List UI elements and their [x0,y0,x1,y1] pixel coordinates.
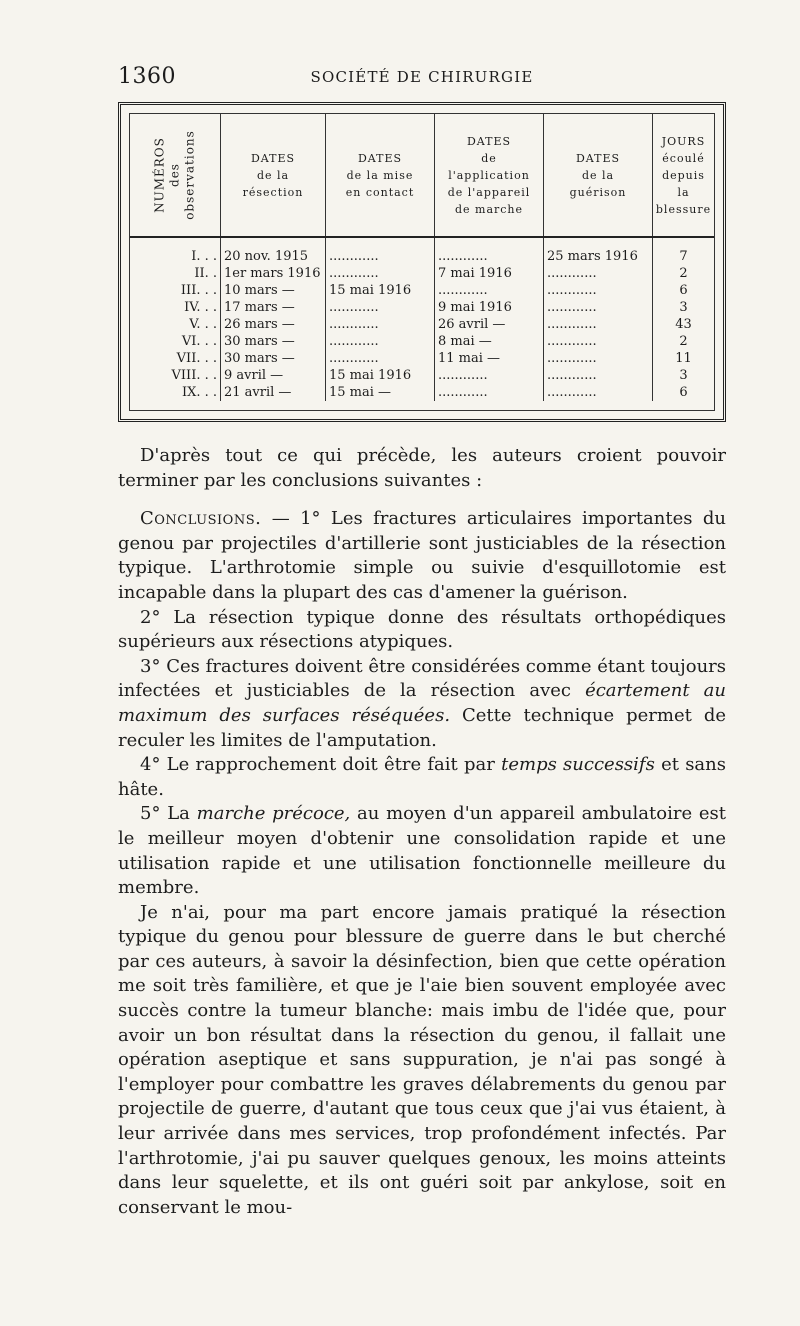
conclusion-4-text: 4° Le rapprochement doit être fait par [140,754,502,776]
conclusion-5-emphasis: marche précoce, [196,803,351,825]
cell-contact: 15 mai 1916 [326,282,435,299]
cell-num: VIII. . . [130,367,221,384]
paragraph-conclusion-4 [118,753,726,802]
conclusion-4-emphasis: temps successifs [501,754,655,776]
col-header-line: de la [581,168,615,182]
cell-jours: 43 [675,317,692,332]
cell-resection: 26 mars — [221,316,326,333]
conclusion-5-text-end: au moyen d'un appareil ambulatoire est le meilleur moyen d'obtenir une consolidation rapide et une utilisation rapide et une utilisation fonctionnelle meilleure du membre. [118,803,726,899]
table-row [130,265,714,282]
conclusion-5-text: 5° La [140,803,197,825]
table-row [130,316,714,333]
observations-table [130,114,714,401]
cell-guerison: ............ [544,350,653,367]
col-header-line: résection [242,185,304,199]
col-header-line: DATES [357,151,403,165]
cell-guerison: ............ [544,282,653,299]
cell-jours: 6 [679,283,688,298]
table-header-row [130,114,714,237]
col-header-line: de marche [454,202,524,216]
cell-resection: 9 avril — [221,367,326,384]
cell-num: II. . [130,265,221,282]
col-header-contact [326,114,435,237]
col-header-line: DATES [575,151,621,165]
table-row [130,248,714,265]
cell-appareil: ............ [435,367,544,384]
col-header-appareil [435,114,544,237]
observations-table-frame [118,102,726,422]
cell-jours: 2 [679,334,688,349]
table-row [130,350,714,367]
cell-guerison: 25 mars 1916 [544,248,653,265]
conclusion-1-text: — 1° Les fractures articulaires importantes du genou par projectiles d'artillerie sont justiciables de la résection typique. L'arthrotomie simple ou suivie d'esquillotomie est incapable dans la plupart des cas d'amener la guérison. [118,508,726,603]
col-header-line: des [167,163,182,187]
cell-num: IV. . . [130,299,221,316]
cell-resection: 17 mars — [221,299,326,316]
body-text [118,444,726,1220]
cell-num: III. . . [130,282,221,299]
cell-guerison: ............ [544,265,653,282]
cell-guerison: ............ [544,333,653,350]
cell-guerison: ............ [544,367,653,384]
cell-appareil: ............ [435,384,544,401]
col-header-line: JOURS [661,134,706,148]
col-header-guerison [544,114,653,237]
cell-resection: 30 mars — [221,350,326,367]
cell-contact: ............ [326,316,435,333]
cell-appareil: ............ [435,248,544,265]
cell-jours: 3 [679,368,688,383]
cell-jours: 6 [679,385,688,400]
cell-resection: 20 nov. 1915 [221,248,326,265]
cell-contact: ............ [326,265,435,282]
cell-guerison: ............ [544,384,653,401]
conclusions-label: Conclusions. [140,508,262,530]
page-number: 1360 [118,64,176,89]
col-header-line: l'application [448,168,530,182]
col-header-line: depuis [662,168,705,182]
cell-num: V. . . [130,316,221,333]
cell-jours: 7 [679,249,688,264]
paragraph-conclusion-3 [118,655,726,753]
col-header-line: de la mise [346,168,414,182]
cell-appareil: 8 mai — [435,333,544,350]
table-row [130,384,714,401]
conclusion-3-text-end: Cette technique permet de reculer les limites de l'amputation. [118,704,726,751]
table-row [130,299,714,316]
cell-num: IX. . . [130,384,221,401]
cell-contact: 15 mai — [326,384,435,401]
col-header-line: DATES [250,151,296,165]
cell-appareil: 7 mai 1916 [435,265,544,282]
cell-resection: 21 avril — [221,384,326,401]
cell-jours: 11 [675,351,692,366]
cell-num: I. . . [130,248,221,265]
paragraph-conclusion-2: 2° La résection typique donne des résultats orthopédiques supérieurs aux résections atypiques. [118,606,726,653]
page-header [118,64,726,90]
cell-num: VII. . . [130,350,221,367]
cell-contact: 15 mai 1916 [326,367,435,384]
paragraph-conclusion-1 [118,507,726,605]
cell-jours: 3 [679,300,688,315]
cell-contact: ............ [326,248,435,265]
cell-appareil: ............ [435,282,544,299]
paragraph-conclusion-5 [118,802,726,900]
conclusion-3-text: 3° Ces fractures doivent être considérées comme étant toujours infectées et justiciables de la résection avec [118,655,726,702]
conclusion-3-emphasis: écartement au maximum des surfaces réséquées. [118,680,726,726]
col-header-line: la blessure [655,185,712,216]
col-header-line: DATES [466,134,512,148]
col-header-line: écoulé [662,151,705,165]
paragraph-intro: D'après tout ce qui précède, les auteurs croient pouvoir terminer par les conclusions suivantes : [118,445,726,491]
table-row [130,282,714,299]
col-header-line: en contact [345,185,415,199]
cell-jours: 2 [679,266,688,281]
table-row [130,367,714,384]
table-row [130,333,714,350]
col-header-line: NUMÉROS [152,137,167,213]
col-header-line: de [481,151,497,165]
cell-guerison: ............ [544,299,653,316]
table-spacer-row [130,237,714,248]
cell-guerison: ............ [544,316,653,333]
col-header-line: de l'appareil [447,185,531,199]
cell-num: VI. . . [130,333,221,350]
observations-table-inner [129,113,715,411]
cell-appareil: 9 mai 1916 [435,299,544,316]
col-header-line: observations [182,130,197,220]
cell-contact: ............ [326,350,435,367]
cell-appareil: 11 mai — [435,350,544,367]
cell-resection: 1er mars 1916 [221,265,326,282]
col-header-line: guérison [569,185,627,199]
conclusion-4-text-end: et sans hâte. [118,754,726,800]
running-title: SOCIÉTÉ DE CHIRURGIE [310,68,534,86]
col-header-numeros [130,114,221,237]
cell-appareil: 26 avril — [435,316,544,333]
col-header-line: de la [256,168,290,182]
cell-contact: ............ [326,299,435,316]
cell-resection: 10 mars — [221,282,326,299]
cell-resection: 30 mars — [221,333,326,350]
col-header-resection [221,114,326,237]
cell-contact: ............ [326,333,435,350]
paragraph-final: Je n'ai, pour ma part encore jamais pratiqué la résection typique du genou pour blessure de guerre dans le but cherché par ces auteurs, à savoir la désinfection, bien que cette opération me soit très familière, et que je l'aie bien souvent employée avec succès contre la tumeur blanche: mais imbu de l'idée que, pour avoir un bon résultat dans la résection du genou, il fallait une opération aseptique et sans suppuration, je n'ai pas songé à l'employer pour combattre les graves délabrements du genou par projectile de guerre, d'autant que tous ceux que j'ai vus étaient, à leur arrivée dans mes services, trop profondément infectés. Par l'arthrotomie, j'ai pu sauver quelques genoux, les moins atteints dans leur squelette, et ils ont guéri soit par ankylose, soit en conservant le mou- [118,901,726,1218]
col-header-jours [653,114,715,237]
